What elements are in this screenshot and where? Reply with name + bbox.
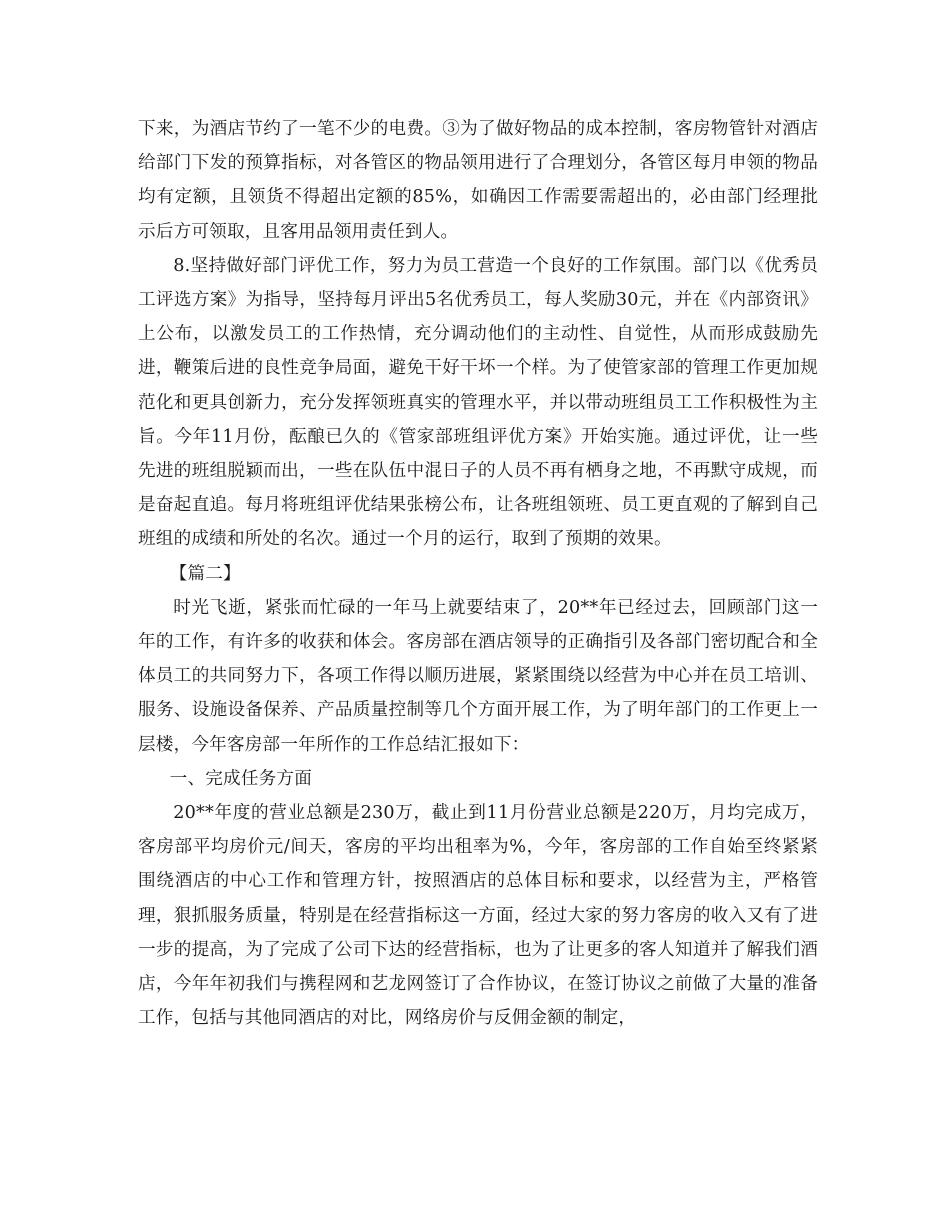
paragraph-staff-evaluation: 8.坚持做好部门评优工作，努力为员工营造一个良好的工作氛围。部门以《优秀员工评选方案》为指导，坚持每月评出5名优秀员工，每人奖励30元，并在《内部资讯》上公布，以激发员工的工作热情，充分调动他们的主动性、自觉性，从而形成鼓励先进，鞭策后进的良性竞争局面，避免干好干坏一个样。为了使管家部的管理工作更加规范化和更具创新力，充分发挥领班真实的管理水平，并以带动班组员工工作积极性为主旨。今年11月份，酝酿已久的《管家部班组评优方案》开始实施。通过评优，让一些先进的班组脱颖而出，一些在队伍中混日子的人员不再有栖身之地，不再默守成规，而是奋起直追。每月将班组评优结果张榜公布，让各班组领班、员工更直观的了解到自己班组的成绩和所处的名次。通过一个月的运行，取到了预期的效果。 — [138, 255, 818, 550]
section-heading-part-two: 【篇二】 — [169, 563, 241, 584]
paragraph-year-review: 时光飞逝，紧张而忙碌的一年马上就要结束了，20**年已经过去，回顾部门这一年的工作，有许多的收获和体会。客房部在酒店领导的正确指引及各部门密切配合和全体员工的共同努力下，各项工作得以顺历进展，紧紧围绕以经营为中心并在员工培训、服务、设施设备保养、产品质量控制等几个方面开展工作，为了明年部门的工作更上一层楼，今年客房部一年所作的工作总结汇报如下： — [138, 597, 818, 755]
paragraph-revenue-summary: 20**年度的营业总额是230万，截止到11月份营业总额是220万，月均完成万，客房部平均房价元/间天，客房的平均出租率为%，今年，客房部的工作自始至终紧紧围绕酒店的中心工作和管理方针，按照酒店的总体目标和要求，以经营为主，严格管理，狠抓服务质量，特别是在经营指标这一方面，经过大家的努力客房的收入又有了进一步的提高，为了完成了公司下达的经营指标，也为了让更多的客人知道并了解我们酒店，今年年初我们与携程网和艺龙网签订了合作协议，在签订协议之前做了大量的准备工作，包括与其他同酒店的对比，网络房价与反佣金额的制定， — [138, 803, 818, 1029]
document-body — [138, 112, 818, 1035]
paragraph-cost-control: 下来，为酒店节约了一笔不少的电费。③为了做好物品的成本控制，客房物管针对酒店给部门下发的预算指标，对各管区的物品领用进行了合理划分，各管区每月申领的物品均有定额，且领货不得超出定额的85%，如确因工作需要需超出的，必由部门经理批示后方可领取，且客用品领用责任到人。 — [138, 119, 818, 242]
subheading-task-completion: 一、完成任务方面 — [169, 768, 313, 789]
